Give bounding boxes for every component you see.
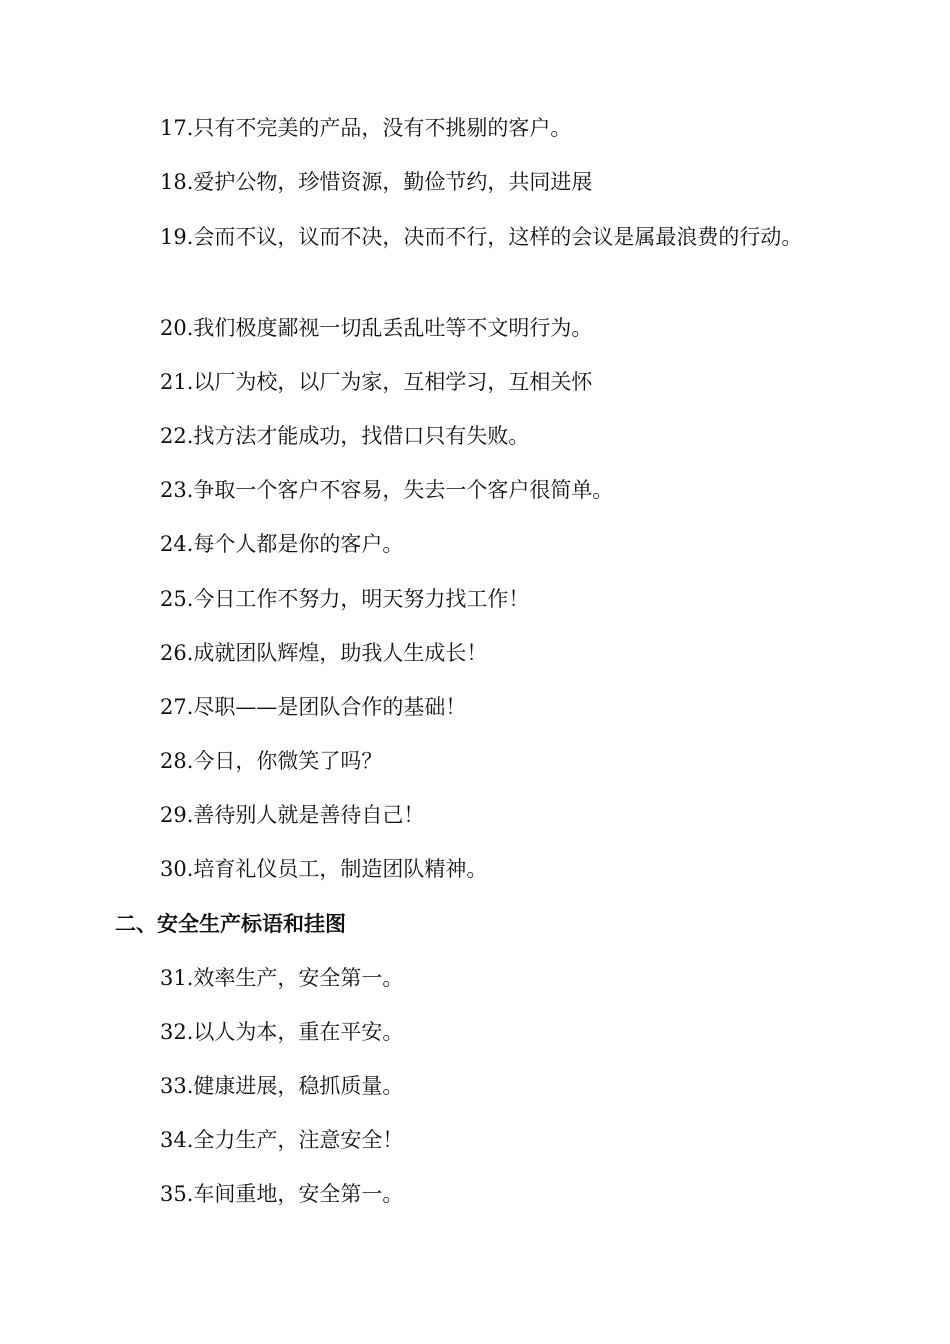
slogan-30: 30.培育礼仪员工，制造团队精神。 <box>160 857 488 881</box>
slogan-29: 29.善待别人就是善待自己！ <box>160 803 425 827</box>
slogan-27: 27.尽职——是团队合作的基础！ <box>160 695 467 719</box>
slogan-35: 35.车间重地，安全第一。 <box>160 1182 404 1206</box>
slogan-21: 21.以厂为校，以厂为家，互相学习，互相关怀 <box>160 370 593 394</box>
slogan-32: 32.以人为本，重在平安。 <box>160 1020 404 1044</box>
section-heading: 二、安全生产标语和挂图 <box>115 912 346 936</box>
slogan-17: 17.只有不完美的产品，没有不挑剔的客户。 <box>160 116 572 140</box>
slogan-34: 34.全力生产，注意安全！ <box>160 1128 404 1152</box>
slogan-25: 25.今日工作不努力，明天努力找工作！ <box>160 587 530 611</box>
slogan-23: 23.争取一个客户不容易，失去一个客户很简单。 <box>160 478 614 502</box>
slogan-24: 24.每个人都是你的客户。 <box>160 532 404 556</box>
slogan-33: 33.健康进展，稳抓质量。 <box>160 1074 404 1098</box>
slogan-31: 31.效率生产，安全第一。 <box>160 966 404 990</box>
slogan-19: 19.会而不议，议而不决，决而不行，这样的会议是属最浪费的行动。 <box>160 225 803 249</box>
slogan-22: 22.找方法才能成功，找借口只有失败。 <box>160 424 530 448</box>
slogan-26: 26.成就团队辉煌，助我人生成长！ <box>160 641 488 665</box>
slogan-28: 28.今日，你微笑了吗？ <box>160 749 383 773</box>
slogan-18: 18.爱护公物，珍惜资源，勤俭节约，共同进展 <box>160 170 593 194</box>
slogan-20: 20.我们极度鄙视一切乱丢乱吐等不文明行为。 <box>160 316 593 340</box>
